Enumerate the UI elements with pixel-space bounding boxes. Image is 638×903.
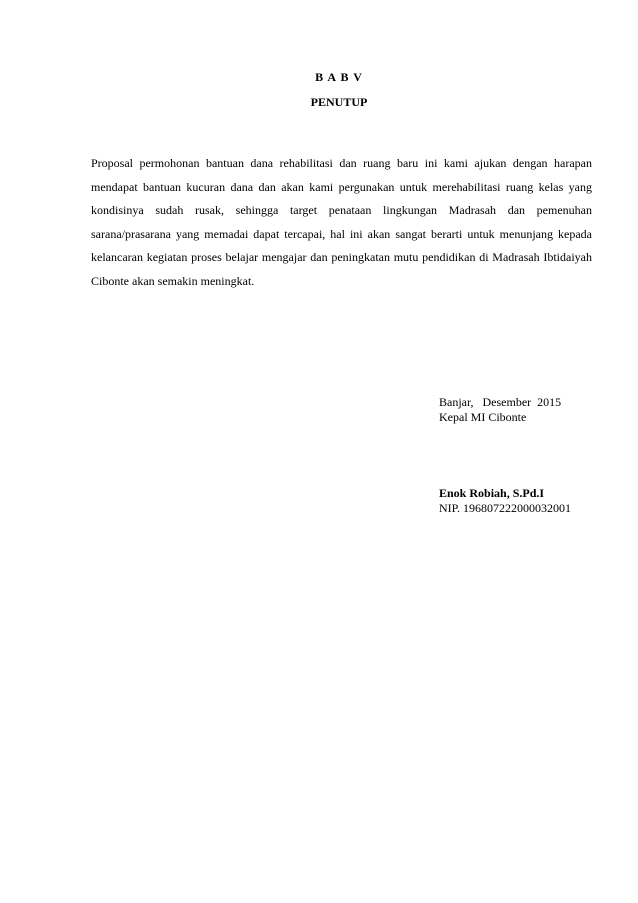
- signer-nip: NIP. 196807222000032001: [439, 501, 572, 515]
- signer-position: Kepal MI Cibonte: [439, 410, 527, 424]
- signer-name: Enok Robiah, S.Pd.I: [439, 486, 545, 500]
- closing-paragraph: Proposal permohonan bantuan dana rehabilitasi dan ruang baru ini kami ajukan dengan harapan mendapat bantuan kucuran dana dan akan kami pergunakan untuk merehabilitasi ruang kelas yang kondisinya sudah rusak, sehingga target penataan lingkungan Madrasah dan pemenuhan sarana/prasarana yang memadai dapat tercapai, hal ini akan sangat berarti untuk menunjang kepada kelancaran kegiatan proses belajar mengajar dan peningkatan mutu pendidikan di Madrasah Ibtidaiyah Cibonte akan semakin meningkat.: [91, 156, 592, 288]
- signature-block: [439, 395, 629, 516]
- place-date: Banjar, Desember 2015: [439, 395, 562, 409]
- chapter-title: PENUTUP: [310, 95, 368, 109]
- chapter-label: B A B V: [315, 70, 363, 84]
